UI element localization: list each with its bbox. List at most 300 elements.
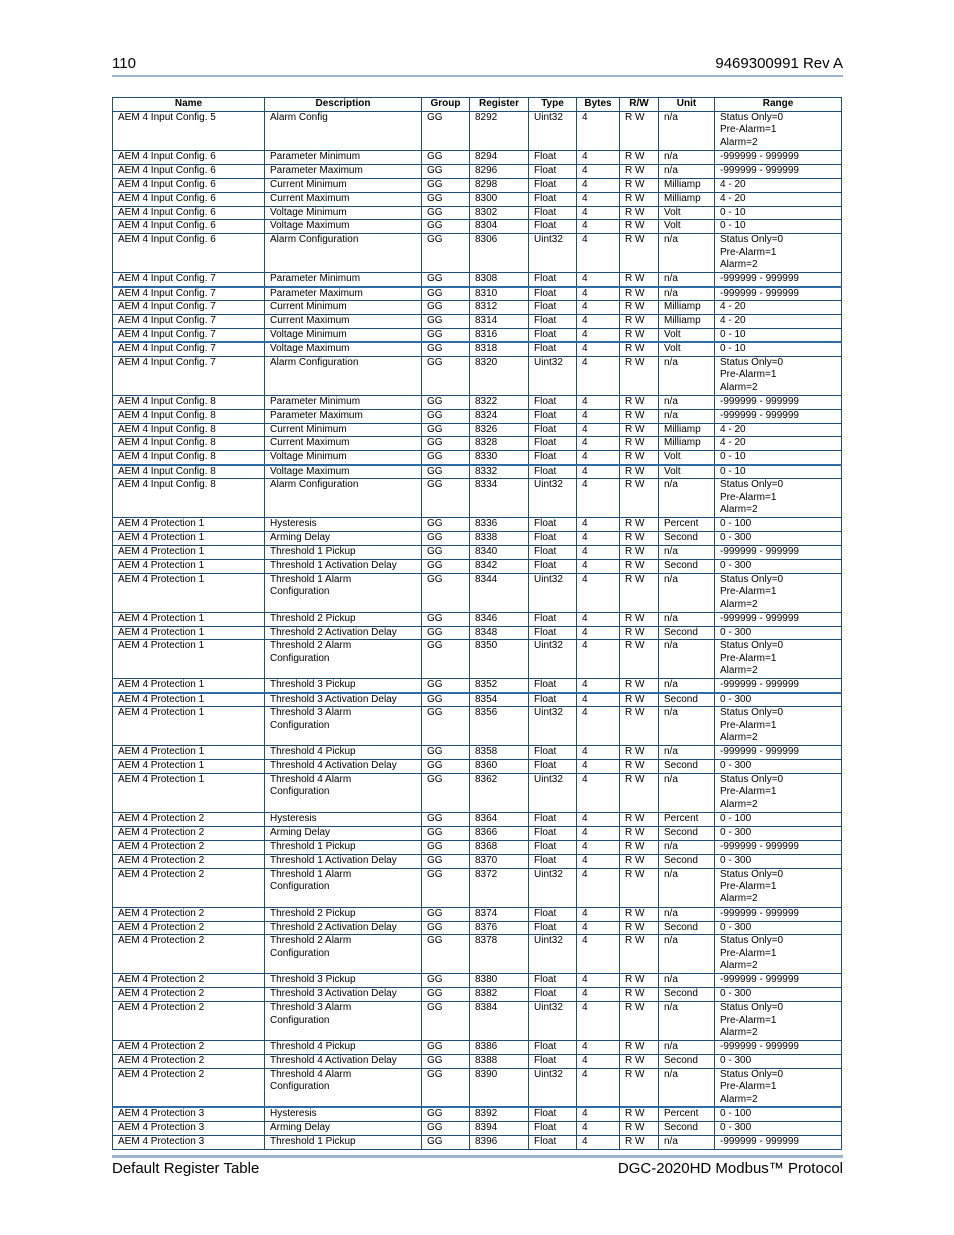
cell-group: GG bbox=[422, 437, 470, 451]
cell-name: AEM 4 Protection 1 bbox=[113, 518, 265, 532]
cell-rw: R W bbox=[620, 409, 659, 423]
cell-unit: n/a bbox=[659, 707, 715, 746]
cell-register: 8342 bbox=[470, 559, 529, 573]
cell-rw: R W bbox=[620, 559, 659, 573]
cell-type: Float bbox=[529, 423, 577, 437]
column-header-name: Name bbox=[113, 98, 265, 112]
cell-description: Threshold 1 Alarm Configuration bbox=[265, 868, 422, 907]
cell-range: -999999 - 999999 bbox=[715, 974, 842, 988]
cell-description: Hysteresis bbox=[265, 1107, 422, 1121]
cell-range: -999999 - 999999 bbox=[715, 1041, 842, 1055]
cell-type: Float bbox=[529, 1107, 577, 1121]
table-row bbox=[113, 273, 842, 287]
cell-group: GG bbox=[422, 1135, 470, 1149]
cell-bytes: 4 bbox=[577, 921, 620, 935]
cell-bytes: 4 bbox=[577, 907, 620, 921]
cell-type: Uint32 bbox=[529, 935, 577, 974]
cell-register: 8350 bbox=[470, 640, 529, 679]
table-row bbox=[113, 151, 842, 165]
cell-description: Arming Delay bbox=[265, 826, 422, 840]
cell-rw: R W bbox=[620, 1055, 659, 1069]
cell-bytes: 4 bbox=[577, 220, 620, 234]
cell-bytes: 4 bbox=[577, 1002, 620, 1041]
table-row bbox=[113, 907, 842, 921]
cell-group: GG bbox=[422, 465, 470, 479]
cell-rw: R W bbox=[620, 640, 659, 679]
cell-rw: R W bbox=[620, 545, 659, 559]
cell-rw: R W bbox=[620, 1107, 659, 1121]
cell-bytes: 4 bbox=[577, 626, 620, 640]
cell-rw: R W bbox=[620, 921, 659, 935]
cell-unit: Milliamp bbox=[659, 315, 715, 329]
cell-description: Arming Delay bbox=[265, 1121, 422, 1135]
cell-rw: R W bbox=[620, 907, 659, 921]
cell-group: GG bbox=[422, 760, 470, 774]
cell-unit: Second bbox=[659, 1055, 715, 1069]
cell-group: GG bbox=[422, 974, 470, 988]
cell-register: 8372 bbox=[470, 868, 529, 907]
cell-register: 8376 bbox=[470, 921, 529, 935]
cell-description: Threshold 3 Activation Delay bbox=[265, 988, 422, 1002]
cell-unit: Second bbox=[659, 988, 715, 1002]
cell-range: 0 - 300 bbox=[715, 826, 842, 840]
cell-register: 8320 bbox=[470, 356, 529, 395]
cell-register: 8330 bbox=[470, 451, 529, 465]
cell-name: AEM 4 Input Config. 7 bbox=[113, 301, 265, 315]
cell-rw: R W bbox=[620, 532, 659, 546]
cell-group: GG bbox=[422, 532, 470, 546]
cell-register: 8336 bbox=[470, 518, 529, 532]
cell-range: 0 - 100 bbox=[715, 518, 842, 532]
cell-range: Status Only=0 Pre-Alarm=1 Alarm=2 bbox=[715, 573, 842, 612]
cell-rw: R W bbox=[620, 707, 659, 746]
cell-range: -999999 - 999999 bbox=[715, 395, 842, 409]
cell-group: GG bbox=[422, 573, 470, 612]
cell-description: Parameter Maximum bbox=[265, 164, 422, 178]
cell-name: AEM 4 Protection 2 bbox=[113, 1055, 265, 1069]
cell-range: 0 - 100 bbox=[715, 1107, 842, 1121]
cell-group: GG bbox=[422, 1041, 470, 1055]
cell-description: Threshold 3 Pickup bbox=[265, 679, 422, 693]
cell-description: Threshold 1 Pickup bbox=[265, 1135, 422, 1149]
cell-range: -999999 - 999999 bbox=[715, 840, 842, 854]
cell-rw: R W bbox=[620, 479, 659, 518]
cell-bytes: 4 bbox=[577, 988, 620, 1002]
cell-name: AEM 4 Protection 2 bbox=[113, 813, 265, 827]
cell-range: 0 - 300 bbox=[715, 559, 842, 573]
cell-group: GG bbox=[422, 395, 470, 409]
cell-name: AEM 4 Protection 1 bbox=[113, 626, 265, 640]
cell-name: AEM 4 Protection 1 bbox=[113, 545, 265, 559]
table-row bbox=[113, 760, 842, 774]
cell-type: Float bbox=[529, 409, 577, 423]
cell-bytes: 4 bbox=[577, 813, 620, 827]
cell-type: Float bbox=[529, 287, 577, 301]
cell-register: 8308 bbox=[470, 273, 529, 287]
cell-group: GG bbox=[422, 774, 470, 813]
cell-unit: Second bbox=[659, 921, 715, 935]
cell-name: AEM 4 Input Config. 8 bbox=[113, 409, 265, 423]
cell-name: AEM 4 Protection 1 bbox=[113, 559, 265, 573]
cell-name: AEM 4 Protection 3 bbox=[113, 1107, 265, 1121]
table-row bbox=[113, 559, 842, 573]
cell-type: Float bbox=[529, 826, 577, 840]
table-row bbox=[113, 640, 842, 679]
cell-unit: n/a bbox=[659, 935, 715, 974]
cell-type: Float bbox=[529, 693, 577, 707]
cell-range: -999999 - 999999 bbox=[715, 273, 842, 287]
cell-group: GG bbox=[422, 479, 470, 518]
cell-name: AEM 4 Protection 1 bbox=[113, 746, 265, 760]
cell-name: AEM 4 Protection 2 bbox=[113, 974, 265, 988]
cell-rw: R W bbox=[620, 988, 659, 1002]
cell-unit: Volt bbox=[659, 465, 715, 479]
cell-type: Float bbox=[529, 451, 577, 465]
cell-description: Parameter Minimum bbox=[265, 273, 422, 287]
cell-name: AEM 4 Protection 1 bbox=[113, 693, 265, 707]
cell-range: -999999 - 999999 bbox=[715, 287, 842, 301]
cell-rw: R W bbox=[620, 774, 659, 813]
cell-unit: Milliamp bbox=[659, 192, 715, 206]
cell-description: Voltage Maximum bbox=[265, 220, 422, 234]
table-row bbox=[113, 854, 842, 868]
cell-name: AEM 4 Input Config. 8 bbox=[113, 465, 265, 479]
cell-name: AEM 4 Input Config. 8 bbox=[113, 451, 265, 465]
cell-range: 4 - 20 bbox=[715, 178, 842, 192]
table-row bbox=[113, 465, 842, 479]
cell-type: Float bbox=[529, 559, 577, 573]
cell-unit: Second bbox=[659, 826, 715, 840]
cell-range: 0 - 100 bbox=[715, 813, 842, 827]
cell-unit: Volt bbox=[659, 206, 715, 220]
cell-group: GG bbox=[422, 518, 470, 532]
cell-type: Float bbox=[529, 342, 577, 356]
cell-unit: n/a bbox=[659, 287, 715, 301]
cell-description: Threshold 2 Alarm Configuration bbox=[265, 640, 422, 679]
table-row bbox=[113, 437, 842, 451]
cell-rw: R W bbox=[620, 693, 659, 707]
cell-group: GG bbox=[422, 220, 470, 234]
cell-group: GG bbox=[422, 112, 470, 151]
cell-range: 0 - 10 bbox=[715, 451, 842, 465]
cell-bytes: 4 bbox=[577, 854, 620, 868]
cell-bytes: 4 bbox=[577, 273, 620, 287]
cell-bytes: 4 bbox=[577, 679, 620, 693]
cell-register: 8378 bbox=[470, 935, 529, 974]
footer-document-title: DGC-2020HD Modbus™ Protocol bbox=[617, 1160, 843, 1177]
cell-type: Float bbox=[529, 679, 577, 693]
cell-bytes: 4 bbox=[577, 315, 620, 329]
cell-bytes: 4 bbox=[577, 573, 620, 612]
cell-range: 0 - 10 bbox=[715, 220, 842, 234]
cell-name: AEM 4 Protection 3 bbox=[113, 1121, 265, 1135]
cell-rw: R W bbox=[620, 451, 659, 465]
cell-name: AEM 4 Input Config. 6 bbox=[113, 164, 265, 178]
cell-unit: n/a bbox=[659, 1135, 715, 1149]
cell-group: GG bbox=[422, 356, 470, 395]
cell-name: AEM 4 Protection 1 bbox=[113, 774, 265, 813]
cell-unit: n/a bbox=[659, 974, 715, 988]
cell-bytes: 4 bbox=[577, 1055, 620, 1069]
cell-range: 0 - 10 bbox=[715, 328, 842, 342]
cell-bytes: 4 bbox=[577, 868, 620, 907]
cell-bytes: 4 bbox=[577, 164, 620, 178]
cell-description: Hysteresis bbox=[265, 518, 422, 532]
cell-bytes: 4 bbox=[577, 342, 620, 356]
cell-type: Uint32 bbox=[529, 1002, 577, 1041]
cell-group: GG bbox=[422, 854, 470, 868]
cell-bytes: 4 bbox=[577, 409, 620, 423]
table-row bbox=[113, 164, 842, 178]
cell-bytes: 4 bbox=[577, 1107, 620, 1121]
cell-rw: R W bbox=[620, 612, 659, 626]
cell-range: Status Only=0 Pre-Alarm=1 Alarm=2 bbox=[715, 935, 842, 974]
cell-range: Status Only=0 Pre-Alarm=1 Alarm=2 bbox=[715, 356, 842, 395]
cell-type: Uint32 bbox=[529, 112, 577, 151]
cell-range: 0 - 10 bbox=[715, 206, 842, 220]
cell-bytes: 4 bbox=[577, 826, 620, 840]
cell-description: Threshold 2 Activation Delay bbox=[265, 626, 422, 640]
cell-unit: n/a bbox=[659, 273, 715, 287]
cell-description: Alarm Configuration bbox=[265, 479, 422, 518]
cell-rw: R W bbox=[620, 287, 659, 301]
cell-description: Current Maximum bbox=[265, 437, 422, 451]
cell-register: 8374 bbox=[470, 907, 529, 921]
cell-group: GG bbox=[422, 206, 470, 220]
cell-range: Status Only=0 Pre-Alarm=1 Alarm=2 bbox=[715, 112, 842, 151]
table-row bbox=[113, 301, 842, 315]
cell-unit: Second bbox=[659, 1121, 715, 1135]
cell-register: 8386 bbox=[470, 1041, 529, 1055]
table-row bbox=[113, 868, 842, 907]
cell-range: Status Only=0 Pre-Alarm=1 Alarm=2 bbox=[715, 479, 842, 518]
cell-unit: n/a bbox=[659, 112, 715, 151]
cell-register: 8310 bbox=[470, 287, 529, 301]
cell-type: Float bbox=[529, 988, 577, 1002]
cell-name: AEM 4 Protection 1 bbox=[113, 707, 265, 746]
cell-register: 8390 bbox=[470, 1068, 529, 1107]
cell-description: Threshold 2 Pickup bbox=[265, 907, 422, 921]
cell-description: Threshold 3 Pickup bbox=[265, 974, 422, 988]
cell-name: AEM 4 Protection 1 bbox=[113, 532, 265, 546]
cell-type: Uint32 bbox=[529, 774, 577, 813]
cell-rw: R W bbox=[620, 356, 659, 395]
cell-description: Current Minimum bbox=[265, 178, 422, 192]
cell-range: 4 - 20 bbox=[715, 315, 842, 329]
cell-range: 0 - 300 bbox=[715, 626, 842, 640]
register-table bbox=[112, 97, 842, 1150]
cell-bytes: 4 bbox=[577, 287, 620, 301]
cell-bytes: 4 bbox=[577, 151, 620, 165]
cell-bytes: 4 bbox=[577, 178, 620, 192]
cell-range: -999999 - 999999 bbox=[715, 545, 842, 559]
cell-description: Voltage Minimum bbox=[265, 451, 422, 465]
cell-name: AEM 4 Input Config. 7 bbox=[113, 328, 265, 342]
cell-register: 8382 bbox=[470, 988, 529, 1002]
cell-group: GG bbox=[422, 342, 470, 356]
cell-description: Threshold 1 Activation Delay bbox=[265, 559, 422, 573]
cell-type: Float bbox=[529, 301, 577, 315]
cell-range: -999999 - 999999 bbox=[715, 746, 842, 760]
cell-rw: R W bbox=[620, 1002, 659, 1041]
cell-range: Status Only=0 Pre-Alarm=1 Alarm=2 bbox=[715, 1068, 842, 1107]
cell-group: GG bbox=[422, 451, 470, 465]
cell-group: GG bbox=[422, 423, 470, 437]
cell-name: AEM 4 Protection 2 bbox=[113, 921, 265, 935]
cell-type: Float bbox=[529, 907, 577, 921]
cell-group: GG bbox=[422, 151, 470, 165]
table-row bbox=[113, 774, 842, 813]
cell-unit: n/a bbox=[659, 679, 715, 693]
cell-rw: R W bbox=[620, 315, 659, 329]
cell-type: Float bbox=[529, 974, 577, 988]
cell-range: 0 - 300 bbox=[715, 1121, 842, 1135]
cell-bytes: 4 bbox=[577, 451, 620, 465]
cell-rw: R W bbox=[620, 854, 659, 868]
cell-bytes: 4 bbox=[577, 1121, 620, 1135]
cell-register: 8356 bbox=[470, 707, 529, 746]
cell-rw: R W bbox=[620, 679, 659, 693]
cell-type: Uint32 bbox=[529, 573, 577, 612]
cell-bytes: 4 bbox=[577, 437, 620, 451]
cell-description: Current Maximum bbox=[265, 192, 422, 206]
cell-description: Threshold 4 Alarm Configuration bbox=[265, 774, 422, 813]
cell-rw: R W bbox=[620, 1135, 659, 1149]
cell-unit: n/a bbox=[659, 164, 715, 178]
cell-name: AEM 4 Protection 2 bbox=[113, 826, 265, 840]
cell-rw: R W bbox=[620, 826, 659, 840]
cell-unit: Volt bbox=[659, 451, 715, 465]
cell-register: 8362 bbox=[470, 774, 529, 813]
cell-rw: R W bbox=[620, 342, 659, 356]
cell-group: GG bbox=[422, 935, 470, 974]
cell-name: AEM 4 Protection 3 bbox=[113, 1135, 265, 1149]
cell-rw: R W bbox=[620, 974, 659, 988]
cell-description: Threshold 3 Alarm Configuration bbox=[265, 707, 422, 746]
cell-description: Current Maximum bbox=[265, 315, 422, 329]
cell-unit: Percent bbox=[659, 813, 715, 827]
table-row bbox=[113, 192, 842, 206]
cell-description: Current Minimum bbox=[265, 423, 422, 437]
cell-register: 8304 bbox=[470, 220, 529, 234]
cell-group: GG bbox=[422, 840, 470, 854]
cell-name: AEM 4 Protection 2 bbox=[113, 1002, 265, 1041]
cell-name: AEM 4 Input Config. 7 bbox=[113, 273, 265, 287]
cell-group: GG bbox=[422, 1055, 470, 1069]
cell-unit: Second bbox=[659, 854, 715, 868]
cell-bytes: 4 bbox=[577, 746, 620, 760]
cell-type: Float bbox=[529, 921, 577, 935]
cell-register: 8338 bbox=[470, 532, 529, 546]
cell-description: Voltage Minimum bbox=[265, 206, 422, 220]
cell-type: Float bbox=[529, 273, 577, 287]
cell-range: Status Only=0 Pre-Alarm=1 Alarm=2 bbox=[715, 774, 842, 813]
cell-bytes: 4 bbox=[577, 206, 620, 220]
column-header-rw: R/W bbox=[620, 98, 659, 112]
cell-group: GG bbox=[422, 679, 470, 693]
cell-description: Threshold 4 Activation Delay bbox=[265, 760, 422, 774]
cell-description: Threshold 3 Activation Delay bbox=[265, 693, 422, 707]
cell-type: Float bbox=[529, 164, 577, 178]
cell-type: Float bbox=[529, 840, 577, 854]
column-header-range: Range bbox=[715, 98, 842, 112]
cell-type: Float bbox=[529, 206, 577, 220]
table-row bbox=[113, 409, 842, 423]
cell-type: Float bbox=[529, 220, 577, 234]
cell-name: AEM 4 Input Config. 7 bbox=[113, 287, 265, 301]
cell-group: GG bbox=[422, 301, 470, 315]
cell-unit: n/a bbox=[659, 356, 715, 395]
cell-type: Float bbox=[529, 854, 577, 868]
cell-range: -999999 - 999999 bbox=[715, 679, 842, 693]
cell-group: GG bbox=[422, 868, 470, 907]
cell-group: GG bbox=[422, 178, 470, 192]
cell-bytes: 4 bbox=[577, 559, 620, 573]
cell-type: Uint32 bbox=[529, 640, 577, 679]
table-row bbox=[113, 451, 842, 465]
cell-type: Float bbox=[529, 518, 577, 532]
cell-type: Float bbox=[529, 760, 577, 774]
cell-name: AEM 4 Input Config. 6 bbox=[113, 151, 265, 165]
cell-unit: Milliamp bbox=[659, 437, 715, 451]
cell-register: 8312 bbox=[470, 301, 529, 315]
cell-unit: n/a bbox=[659, 640, 715, 679]
cell-register: 8314 bbox=[470, 315, 529, 329]
table-row bbox=[113, 518, 842, 532]
cell-unit: n/a bbox=[659, 1002, 715, 1041]
cell-name: AEM 4 Input Config. 7 bbox=[113, 342, 265, 356]
cell-group: GG bbox=[422, 826, 470, 840]
table-row bbox=[113, 840, 842, 854]
table-row bbox=[113, 1041, 842, 1055]
cell-range: -999999 - 999999 bbox=[715, 1135, 842, 1149]
cell-type: Float bbox=[529, 813, 577, 827]
cell-type: Float bbox=[529, 1055, 577, 1069]
cell-group: GG bbox=[422, 693, 470, 707]
cell-register: 8388 bbox=[470, 1055, 529, 1069]
cell-bytes: 4 bbox=[577, 774, 620, 813]
table-row bbox=[113, 746, 842, 760]
cell-description: Alarm Configuration bbox=[265, 356, 422, 395]
table-row bbox=[113, 679, 842, 693]
table-row bbox=[113, 1068, 842, 1107]
cell-register: 8326 bbox=[470, 423, 529, 437]
cell-unit: Volt bbox=[659, 342, 715, 356]
cell-rw: R W bbox=[620, 626, 659, 640]
cell-group: GG bbox=[422, 1107, 470, 1121]
table-row bbox=[113, 545, 842, 559]
cell-description: Parameter Maximum bbox=[265, 409, 422, 423]
cell-group: GG bbox=[422, 907, 470, 921]
cell-type: Float bbox=[529, 192, 577, 206]
footer-section-title: Default Register Table bbox=[112, 1160, 260, 1177]
table-row bbox=[113, 826, 842, 840]
cell-name: AEM 4 Input Config. 6 bbox=[113, 206, 265, 220]
cell-range: 4 - 20 bbox=[715, 437, 842, 451]
cell-type: Uint32 bbox=[529, 868, 577, 907]
cell-type: Uint32 bbox=[529, 356, 577, 395]
cell-bytes: 4 bbox=[577, 935, 620, 974]
cell-type: Float bbox=[529, 465, 577, 479]
cell-group: GG bbox=[422, 164, 470, 178]
cell-register: 8344 bbox=[470, 573, 529, 612]
table-row bbox=[113, 356, 842, 395]
cell-group: GG bbox=[422, 612, 470, 626]
cell-name: AEM 4 Protection 1 bbox=[113, 760, 265, 774]
column-header-type: Type bbox=[529, 98, 577, 112]
cell-range: -999999 - 999999 bbox=[715, 164, 842, 178]
table-row bbox=[113, 423, 842, 437]
